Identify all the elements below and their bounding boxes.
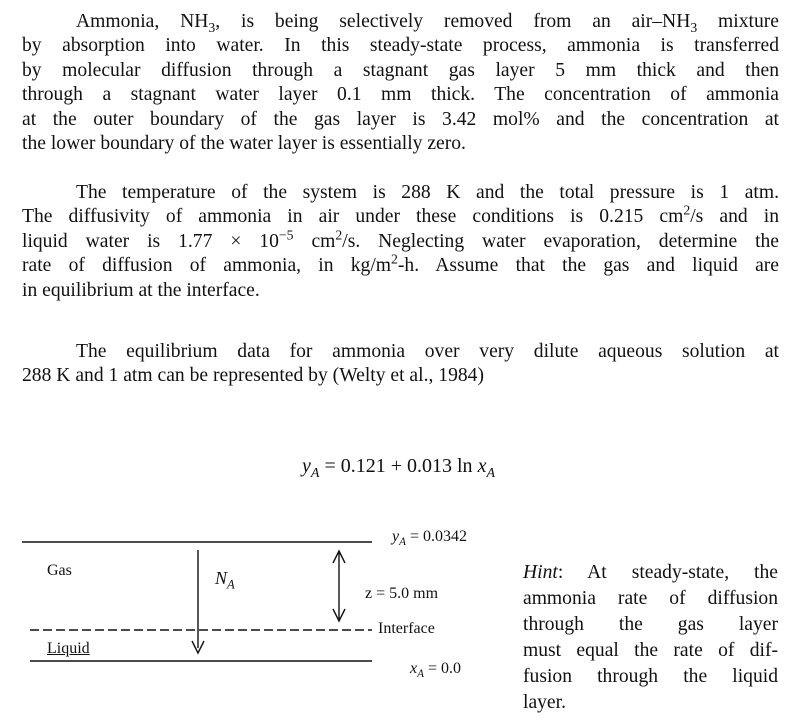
text-line: Ammonia, $NH_3$, is being selectively removed from an air–$NH_3$ mixture — [76, 11, 780, 35]
text-line: 288 K and 1 atm can be represented by (Welty et al., 1984) — [22, 365, 484, 387]
text-line: ammonia rate of diffusion — [523, 588, 778, 609]
gas-label: Gas — [47, 562, 72, 579]
text-line: Hint: At steady-state, the — [523, 562, 778, 583]
y-boundary-label: $y_A = 0.0342$ — [392, 528, 467, 549]
liquid-label: Liquid — [47, 640, 90, 657]
text-line: at the outer boundary of the gas layer is 3.42 mol% and the concentration at — [22, 108, 779, 130]
text-line: liquid water is $1.77 \times 10^{-5}$ $cm^2/s$. Neglecting water evaporation, determine the — [22, 227, 780, 252]
hint-note — [523, 560, 778, 716]
text-line: through a stagnant water layer 0.1 mm thick. The concentration of ammonia — [22, 84, 779, 106]
text-line: rate of diffusion of ammonia, in $kg/m^2-h$. Assume that the gas and liquid are — [22, 251, 780, 277]
text-line: by absorption into water. In this steady-state process, ammonia is transferred — [22, 35, 779, 57]
interface-label: Interface — [378, 620, 435, 637]
text-line: fusion through the liquid — [523, 666, 778, 687]
flux-label: $N_A$ — [215, 568, 235, 592]
hint-title: Hint — [523, 562, 558, 583]
text-line: The equilibrium data for ammonia over very dilute aqueous solution at — [76, 341, 779, 362]
equilibrium-equation: $y_A = 0.121 + 0.013$ $\ln x_A$ — [301, 455, 496, 481]
text-line: the lower boundary of the water layer is essentially zero. — [22, 133, 466, 155]
text-line: The temperature of the system is 288 K and the total pressure is 1 atm. — [76, 182, 779, 203]
text-line: layer. — [523, 692, 566, 713]
x-boundary-label: $x_A = 0.0$ — [410, 660, 461, 681]
text-line: by molecular diffusion through a stagnant gas layer 5 mm thick and then — [22, 59, 779, 81]
text-line: through the gas layer — [523, 614, 778, 635]
thickness-label: z = 5.0 mm — [365, 585, 439, 602]
text-line: The diffusivity of ammonia in air under these conditions is 0.215 $cm^2/s$ and in — [22, 202, 779, 228]
text-line: in equilibrium at the interface. — [22, 279, 260, 301]
text-line: must equal the rate of dif- — [523, 640, 778, 661]
